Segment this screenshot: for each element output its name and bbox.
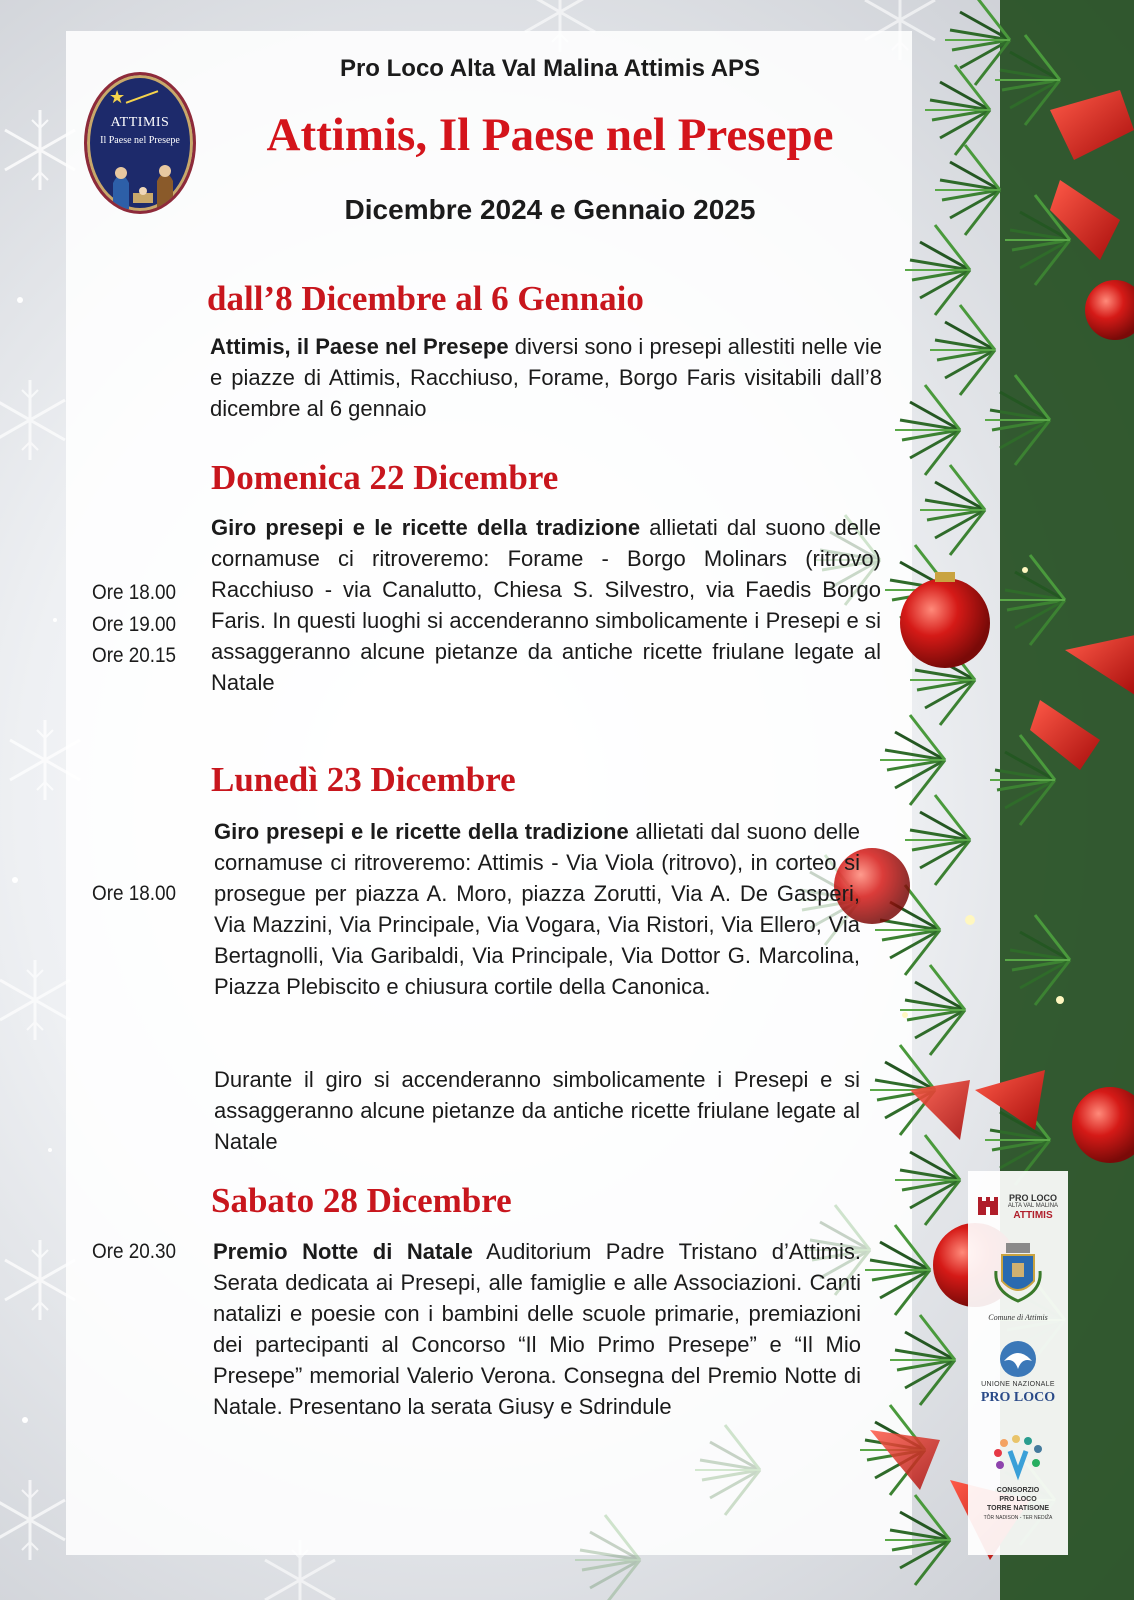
logo-subtitle: Il Paese nel Presepe: [100, 135, 180, 146]
section-body-1: [210, 331, 882, 424]
unione-top-text: UNIONE NAZIONALE: [981, 1381, 1055, 1388]
event-period: Dicembre 2024 e Gennaio 2025: [344, 194, 756, 225]
section-times-4: [92, 1236, 182, 1268]
time-label: Ore 20.15: [92, 644, 177, 667]
page-title: Attimis, Il Paese nel Presepe: [266, 109, 834, 161]
attimis-logo: [84, 72, 196, 214]
comet-tail: [126, 90, 159, 104]
section-body-2-bold: Giro presepi e le ricette della tradizione: [211, 515, 641, 540]
section-body-1-text: diversi sono i presepi allestiti nelle vie e piazze di Attimis, Racchiuso, Forame, Borgo Faris visitabili dall’8 dicembre al 6 gennaio: [210, 334, 882, 421]
section-heading-1: dall’8 Dicembre al 6 Gennaio: [207, 279, 644, 318]
sponsor-logos: [968, 1171, 1068, 1555]
castle-icon: [976, 1193, 1000, 1217]
section-times-2: [92, 577, 182, 672]
section-body-2-text: allietati dal suono delle cornamuse ci ritroveremo: Forame - Borgo Molinars (ritrovo) Racchiuso - via Canalutto, Chiesa S. Silvestro, via Faedis Borgo Faris. In questi luoghi si accenderanno simbolicamente i Presepi e si assaggeranno alcune pietanze da antiche ricette friulane legate al Natale: [211, 515, 881, 695]
consorzio-line-2: PRO LOCO: [999, 1496, 1037, 1503]
time-label: Ore 19.00: [92, 612, 177, 636]
consorzio-line-3: TORRE NATISONE: [987, 1505, 1049, 1512]
proloco-name-text: ATTIMIS: [1013, 1210, 1053, 1221]
time-label: Ore 18.00: [92, 581, 177, 604]
comune-crest-icon: [992, 1241, 1044, 1311]
consorzio-line-1: CONSORZIO: [996, 1487, 1040, 1494]
organization-name: Pro Loco Alta Val Malina Attimis APS: [339, 55, 761, 82]
proloco-mid-text: ALTA VAL MALINA: [1007, 1203, 1059, 1209]
section-body-3-bold: Giro presepi e le ricette della tradizione: [214, 819, 629, 844]
section-body-4-bold: Premio Notte di Natale: [213, 1239, 473, 1264]
proloco-top-text: PRO LOCO: [1008, 1193, 1057, 1203]
section-body-2: [211, 512, 881, 698]
comune-text: Comune di Attimis: [988, 1313, 1048, 1322]
logo-title: ATTIMIS: [110, 115, 170, 130]
section-times-3: [92, 878, 182, 910]
consorzio-line-4: TÔR NADISON - TER NEDIŽA: [983, 1515, 1053, 1521]
section-body-3-text: allietati dal suono delle cornamuse ci ritroveremo: Attimis - Via Viola (ritrovo), in corteo si prosegue per piazza A. Moro, piazza Zorutti, Via A. De Gasperi, Via Mazzini, Via Principale, Via Vogara, Via Ristori, Via Ellero, Via Bertagnolli, Via Garibaldi, Via Principale, Via Dottor G. Marcolina, Piazza Plebiscito e chiusura cortile della Canonica.: [214, 819, 860, 999]
section-heading-2: Domenica 22 Dicembre: [211, 458, 559, 497]
comet-star-icon: ★: [109, 87, 126, 107]
time-label: Ore 18.00: [92, 882, 177, 905]
unione-name-text: PRO LOCO: [980, 1390, 1056, 1405]
section-body-3-extra: Durante il giro si accenderanno simbolicamente i Presepi e si assaggeranno alcune pietanze da antiche ricette friulane legate al Natale: [214, 1067, 860, 1154]
section-body-1-bold: Attimis, il Paese nel Presepe: [210, 334, 509, 359]
section-body-3: [214, 816, 860, 1002]
section-heading-4: Sabato 28 Dicembre: [211, 1181, 512, 1220]
time-label: Ore 20.30: [92, 1240, 177, 1263]
eagle-icon: [998, 1339, 1038, 1379]
section-body-4: [213, 1236, 861, 1422]
section-heading-3: Lunedì 23 Dicembre: [211, 760, 516, 799]
nativity-scene-icon: [107, 153, 179, 209]
consorzio-logo-icon: [990, 1433, 1046, 1485]
section-body-4-text: Auditorium Padre Tristano d’Attimis. Serata dedicata ai Presepi, alle famiglie e alle Associazioni. Canti natalizi e poesie con i bambini delle scuole primarie, premiazioni dei partecipanti al Concorso “Il Mio Primo Presepe” e “Il Mio Presepe” memorial Valerio Verona. Consegna del Premio Notte di Natale. Presentano la serata Giusy e Sdrindule: [213, 1239, 861, 1419]
